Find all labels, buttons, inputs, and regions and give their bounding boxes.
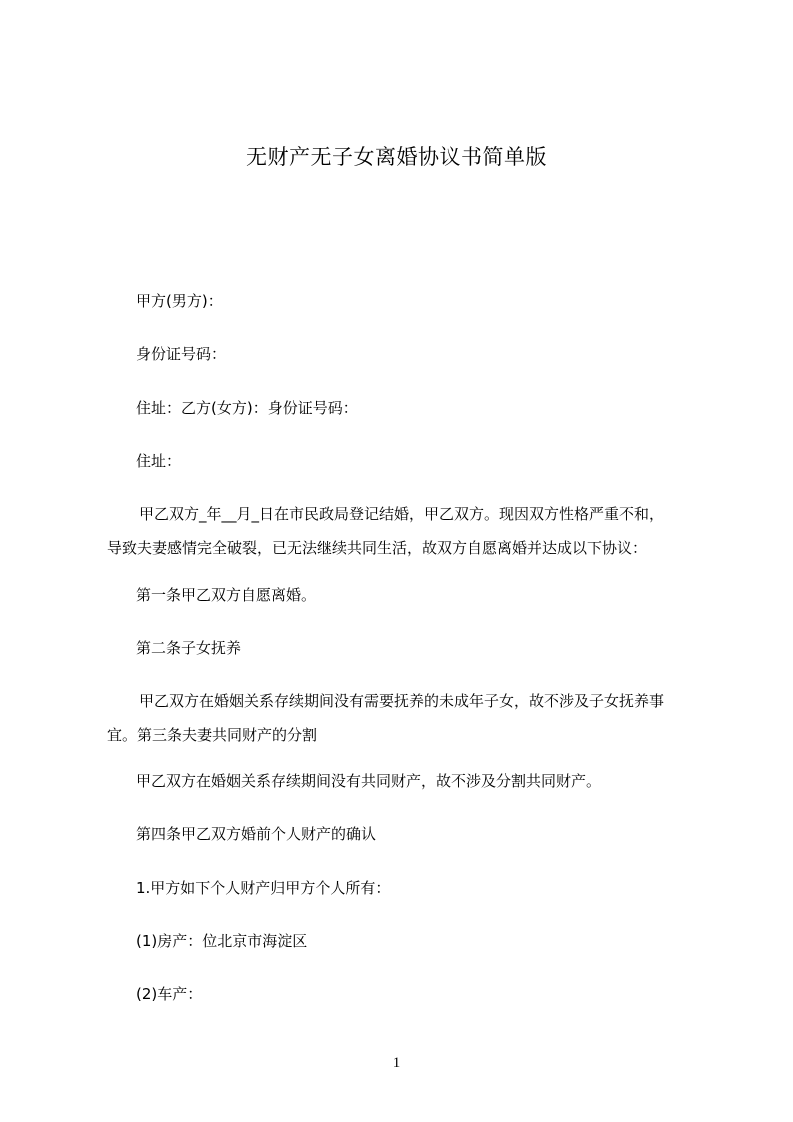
- paragraph-line: 甲乙双方_年__月_日在市民政局登记结婚，甲乙双方。现因双方性格严重不和，: [139, 505, 665, 523]
- paragraph: [107, 871, 697, 905]
- paragraph-line: 宜。第三条夫妻共同财产的分割: [107, 726, 318, 744]
- paragraph-line: 导致夫妻感情完全破裂，已无法继续共同生活，故双方自愿离婚并达成以下协议：: [107, 539, 648, 557]
- paragraph: [107, 764, 697, 798]
- paragraph: [107, 497, 697, 565]
- article-3-body: 甲乙双方在婚姻关系存续期间没有共同财产，故不涉及分割共同财产。: [136, 772, 602, 790]
- id-number-label: 身份证号码：: [136, 345, 227, 363]
- paragraph: [107, 284, 697, 318]
- document-title: 无财产无子女离婚协议书简单版: [246, 145, 547, 169]
- article-4-heading: 第四条甲乙双方婚前个人财产的确认: [136, 825, 377, 843]
- paragraph: [107, 924, 697, 958]
- article-1: 第一条甲乙双方自愿离婚。: [136, 586, 317, 604]
- article-4-item-1: 1.甲方如下个人财产归甲方个人所有：: [136, 879, 391, 897]
- paragraph: [107, 337, 697, 371]
- page-number: 1: [392, 1055, 401, 1071]
- paragraph: [107, 444, 697, 478]
- paragraph: [107, 578, 697, 612]
- paragraph: [107, 977, 697, 1011]
- address-label: 住址：: [136, 452, 182, 470]
- paragraph: [107, 631, 697, 665]
- party-a-label: 甲方(男方)：: [136, 292, 223, 310]
- paragraph-line: 甲乙双方在婚姻关系存续期间没有需要抚养的未成年子女，故不涉及子女抚养事: [139, 692, 665, 710]
- address-party-b-line: 住址：乙方(女方)：身份证号码：: [136, 399, 358, 417]
- paragraph: [107, 684, 697, 752]
- article-2-heading: 第二条子女抚养: [136, 639, 242, 657]
- paragraph: [107, 817, 697, 851]
- article-4-item-1-1: (1)房产：位北京市海淀区: [136, 932, 308, 950]
- paragraph: [107, 391, 697, 425]
- article-4-item-1-2: (2)车产：: [136, 985, 203, 1003]
